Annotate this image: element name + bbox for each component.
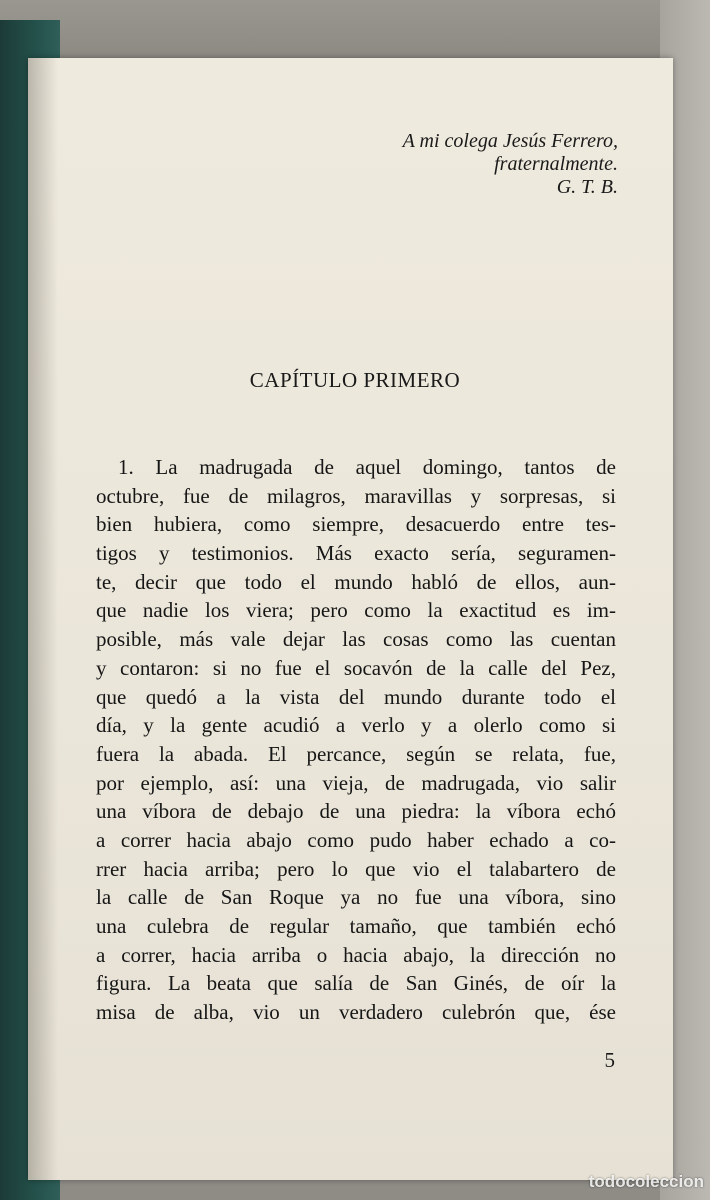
- body-line: rrer hacia arriba; pero lo que vio el talabartero de: [96, 856, 616, 881]
- body-line: figura. La beata que salía de San Ginés, de oír la: [96, 971, 616, 996]
- chapter-title: CAPÍTULO PRIMERO: [249, 368, 461, 392]
- body-line: posible, más vale dejar las cosas como las cuentan: [96, 627, 616, 652]
- body-line: una culebra de regular tamaño, que también echó: [96, 914, 616, 938]
- body-line: por ejemplo, así: una vieja, de madrugada, vio salir: [96, 770, 616, 795]
- body-line: octubre, fue de milagros, maravillas y sorpresas, si: [96, 483, 616, 508]
- dedication-line: A mi colega Jesús Ferrero,: [402, 130, 618, 152]
- body-line: la calle de San Roque ya no fue una víbora, sino: [96, 885, 616, 910]
- body-line: que quedó a la vista del mundo durante todo el: [96, 684, 616, 709]
- dedication-signature: G. T. B.: [556, 176, 618, 198]
- dedication-line: fraternalmente.: [494, 153, 618, 175]
- body-line: fuera la abada. El percance, según se relata, fue,: [96, 741, 616, 766]
- body-line: que nadie los viera; pero como la exactitud es im-: [96, 598, 616, 623]
- body-line: a correr hacia abajo como pudo haber echado a co-: [96, 827, 616, 852]
- body-text: [96, 453, 616, 1027]
- body-line: tigos y testimonios. Más exacto sería, seguramen-: [96, 541, 616, 566]
- dedication: [403, 130, 618, 199]
- body-line: misa de alba, vio un verdadero culebrón que, ése: [96, 1000, 616, 1025]
- body-line: y contaron: si no fue el socavón de la calle del Pez,: [96, 655, 616, 680]
- body-line: día, y la gente acudió a verlo y a olerlo como si: [96, 713, 616, 738]
- body-line: una víbora de debajo de una piedra: la víbora echó: [96, 799, 616, 824]
- body-line: te, decir que todo el mundo habló de ellos, aun-: [96, 569, 616, 594]
- page-gutter-shadow: [28, 58, 58, 1180]
- body-line: 1. La madrugada de aquel domingo, tantos de: [118, 455, 616, 479]
- body-line: a correr, hacia arriba o hacia abajo, la dirección no: [96, 942, 616, 967]
- watermark-logo: todocoleccion: [588, 1172, 704, 1191]
- body-line: bien hubiera, como siempre, desacuerdo entre tes-: [96, 512, 616, 537]
- page-number: 5: [604, 1048, 615, 1072]
